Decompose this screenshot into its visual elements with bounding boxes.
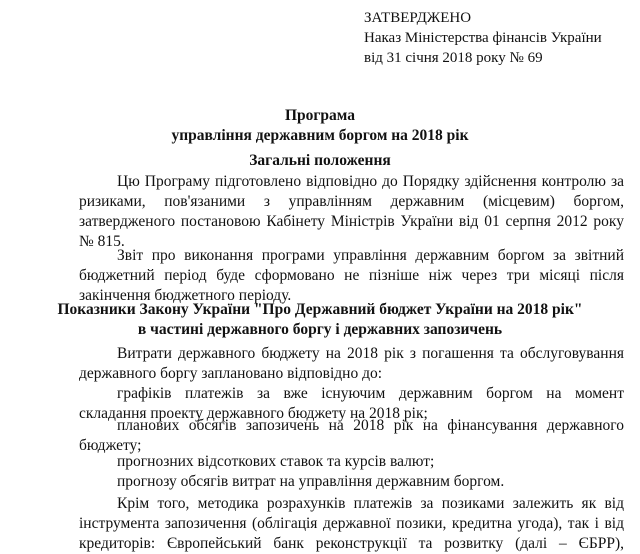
text-line: Витрати державного бюджету на 2018 рік з погашення та обслуговування: [117, 345, 624, 362]
section-heading-indicators: Показники Закону України "Про Державний бюджет України на 2018 рік": [57, 301, 583, 318]
text-line: бюджету;: [79, 437, 142, 454]
text-line: Цю Програму підготовлено відповідно до Порядку здійснення контролю за: [117, 173, 624, 190]
text-line: № 815.: [79, 233, 125, 250]
paragraph-expenditures: [79, 344, 624, 384]
text-line: ризиками, пов'язаними з управлінням державним (місцевим) боргом,: [79, 193, 624, 210]
text-line: державного боргу заплановано відповідно до:: [79, 365, 383, 382]
approval-stamp: ЗАТВЕРДЖЕНО: [364, 10, 472, 26]
text-line: Крім того, методика розрахунків платежів за позиками залежить як від: [117, 495, 624, 512]
paragraph-general-2: [79, 246, 624, 306]
list-item-planned-borrowings: [79, 416, 624, 456]
text-line: прогнозних відсоткових ставок та курсів валют;: [117, 453, 435, 470]
approval-order: Наказ Міністерства фінансів України: [364, 30, 602, 46]
text-line: бюджетний період буде сформовано не пізніше ніж через три місяці після: [79, 267, 624, 284]
document-title: Програма: [284, 107, 356, 124]
text-line: планових обсягів запозичень на 2018 рік на фінансування державного: [117, 417, 624, 434]
paragraph-general-1: [79, 172, 624, 252]
text-line: графіків платежів за вже існуючим державним боргом на момент: [117, 385, 624, 402]
text-line: інструмента запозичення (облігація державної позики, кредитна угода), так і від: [79, 515, 624, 532]
text-line: кредиторів: Європейський банк реконструкції та розвитку (далі – ЄБРР),: [79, 535, 624, 552]
list-item-management-costs: [79, 472, 624, 492]
text-line: Звіт про виконання програми управління державним боргом за звітний: [117, 247, 624, 264]
list-item-interest-rates: [79, 452, 624, 472]
document-subtitle: управління державним боргом на 2018 рік: [171, 127, 469, 144]
text-line: закінчення бюджетного періоду.: [79, 287, 292, 304]
text-line: затвердженого постановою Кабінету Міністрів України від 01 серпня 2012 року: [79, 213, 624, 230]
text-line: складання проекту державного бюджету на 2018 рік;: [79, 405, 428, 422]
text-line: прогнозу обсягів витрат на управління державним боргом.: [117, 473, 505, 490]
approval-date: від 31 січня 2018 року № 69: [364, 50, 543, 66]
approval-block: [364, 8, 602, 68]
paragraph-methodology: [79, 494, 624, 554]
section-heading-indicators-line2: в частині державного боргу і державних запозичень: [137, 321, 503, 338]
section-heading-general: Загальні положення: [249, 152, 391, 169]
